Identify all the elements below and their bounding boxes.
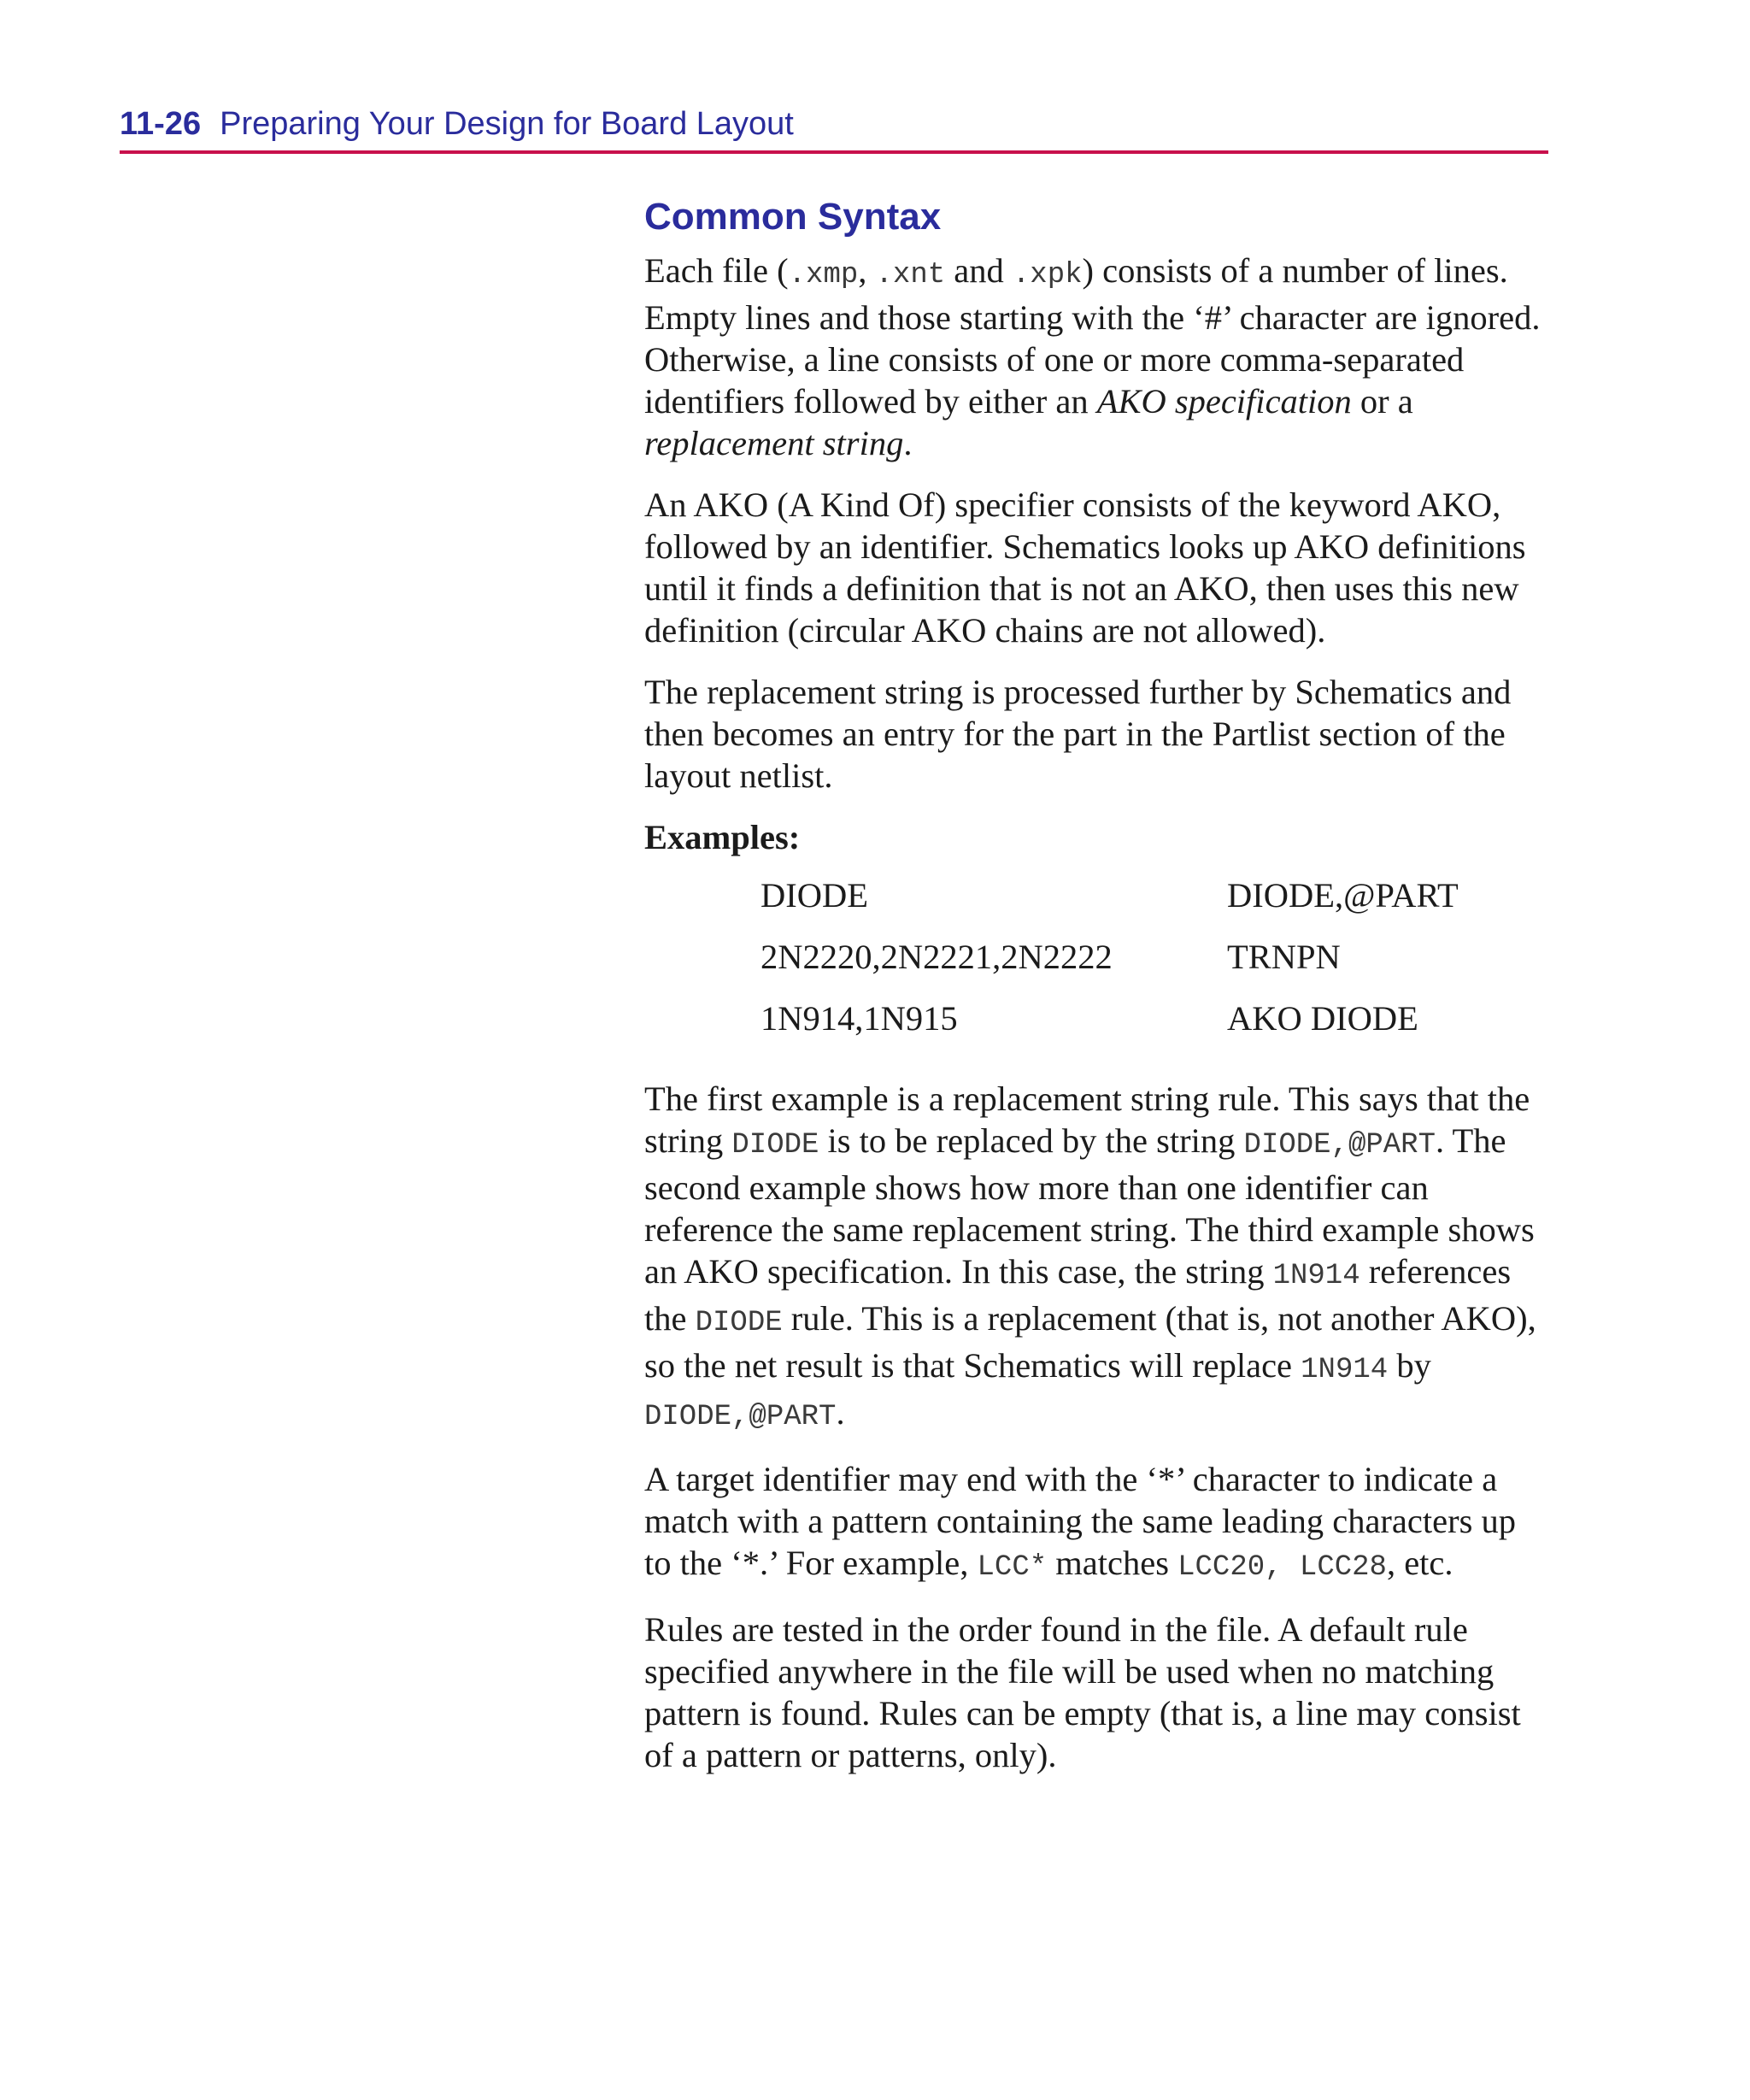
code-diode: DIODE (695, 1307, 783, 1339)
term-ako-specification: AKO specification (1096, 382, 1352, 421)
examples-label: Examples: (644, 818, 801, 856)
code-lcc-wildcard: LCC* (977, 1551, 1048, 1584)
paragraph-rule-order: Rules are tested in the order found in the file. A default rule specified anywhere in the file will be used when no matching pattern is found. Rules can be empty (that is, a line may consist of a pattern or patterns, only). (644, 1610, 1521, 1774)
example-row (760, 874, 1550, 936)
header-rule (120, 150, 1548, 154)
paragraph-ako: An AKO (A Kind Of) specifier consists of the keyword AKO, followed by an identifier. Schematics looks up AKO definitions until it finds a definition that is not an AKO, then uses this new definition (circular AKO chains are not allowed). (644, 485, 1526, 650)
code-lcc-matches: LCC20, LCC28 (1177, 1551, 1387, 1584)
example-identifier: 2N2220,2N2221,2N2222 (760, 938, 1113, 976)
example-rule: TRNPN (1227, 938, 1341, 976)
code-1n914: 1N914 (1272, 1260, 1360, 1292)
example-rule: AKO DIODE (1227, 999, 1418, 1038)
section-title: Common Syntax (644, 196, 942, 238)
paragraph-examples-explained: The first example is a replacement string rule. This says that the string DIODE is to be replaced by the string DIODE,@PART. The second example shows how more than one identifier can reference the same replacement string. The third example shows an AKO specification. In this case, the string 1N914 references the DIODE rule. This is a replacement (that is, not another AKO), so the net result is that Schematics will replace 1N914 by DIODE,@PART. (644, 1079, 1536, 1433)
code-xmp: .xmp (788, 259, 859, 291)
running-header (120, 106, 1548, 150)
code-xpk: .xpk (1012, 259, 1083, 291)
paragraph-replacement: The replacement string is processed further by Schematics and then becomes an entry for the part in the Partlist section of the layout netlist. (644, 673, 1512, 795)
code-diode: DIODE (731, 1129, 819, 1162)
example-rule: DIODE,@PART (1227, 876, 1459, 915)
example-identifier: 1N914,1N915 (760, 999, 958, 1038)
code-1n914: 1N914 (1301, 1354, 1389, 1386)
example-row (760, 936, 1550, 997)
example-row (760, 997, 1550, 1059)
code-diode-part: DIODE,@PART (644, 1401, 837, 1433)
paragraph-file-syntax: Each file (.xmp, .xnt and .xpk) consists of a number of lines. Empty lines and those starting with the ‘#’ character are ignored. Otherwise, a line consists of one or more comma-separated identifiers followed by either an AKO specification or a replacement string. (644, 251, 1541, 462)
examples-table (760, 874, 1550, 1059)
paragraph-wildcard: A target identifier may end with the ‘*’ character to indicate a match with a pattern containing the same leading characters up to the ‘*.’ For example, LCC* matches LCC20, LCC28, etc. (644, 1460, 1516, 1584)
example-identifier: DIODE (760, 876, 868, 915)
main-content (644, 190, 1550, 1796)
term-replacement-string: replacement string (644, 424, 904, 462)
code-diode-part: DIODE,@PART (1243, 1129, 1436, 1162)
chapter-title: Preparing Your Design for Board Layout (220, 106, 794, 142)
page-number: 11-26 (120, 106, 202, 142)
code-xnt: .xnt (875, 259, 946, 291)
